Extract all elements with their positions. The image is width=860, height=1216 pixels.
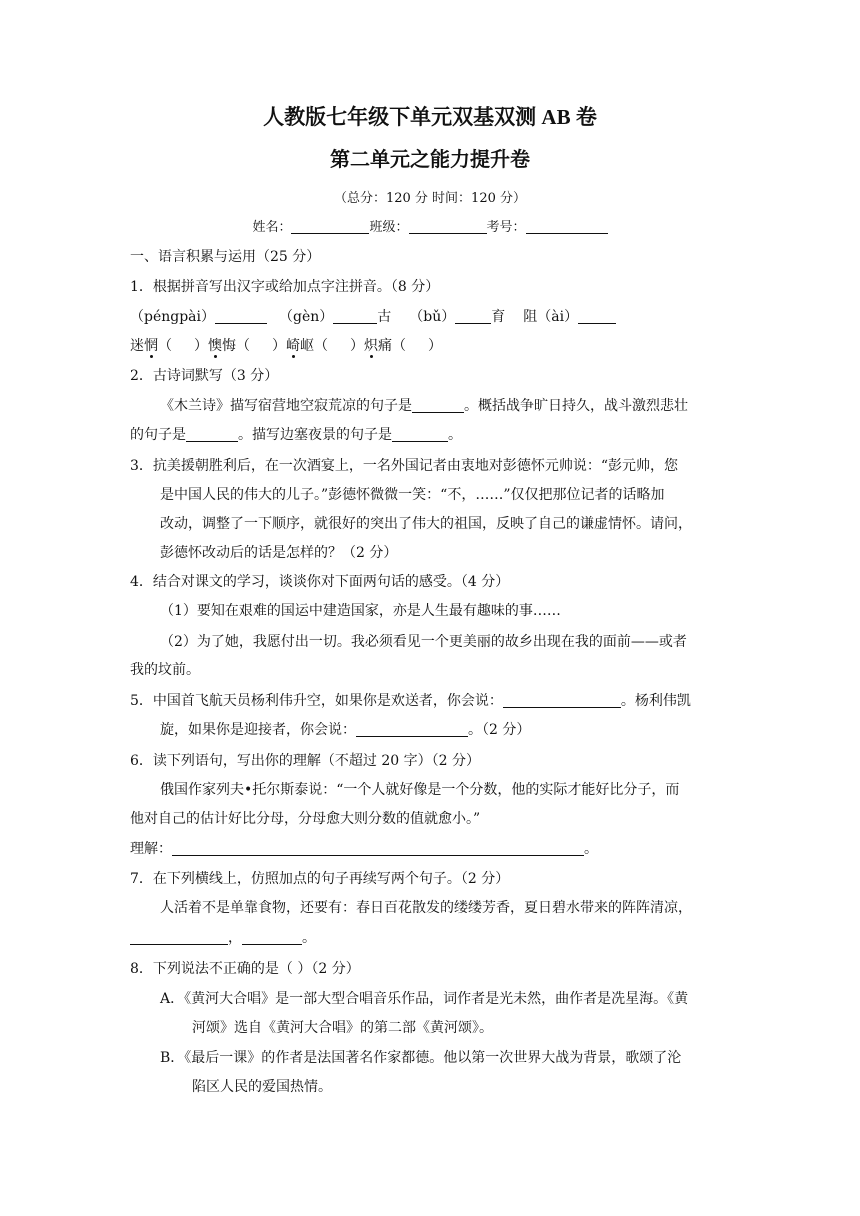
char: 痛（ bbox=[378, 338, 406, 354]
name-label: 姓名： bbox=[252, 220, 292, 235]
q1-pinyin-row bbox=[130, 306, 730, 328]
q5-line2 bbox=[160, 719, 730, 741]
q3-line4: 彭德怀改动后的话是怎样的？（2 分） bbox=[160, 545, 398, 561]
pinyin-bu: （bǔ） bbox=[409, 309, 456, 325]
answer-blank[interactable] bbox=[455, 308, 491, 324]
q7-stem: 7．在下列横线上，仿照加点的句子再续写两个句子。（2 分） bbox=[130, 871, 510, 887]
q8-stem: 8．下列说法不正确的是（ ）（2 分） bbox=[130, 961, 360, 977]
q7-answer-row bbox=[130, 927, 730, 949]
q5-text: 。杨利伟凯 bbox=[620, 693, 691, 709]
exam-no-label: 考号： bbox=[486, 220, 526, 235]
answer-blank[interactable] bbox=[130, 929, 228, 945]
char-yu: 育 bbox=[491, 309, 506, 325]
q2-text: 。概括战争旷日持久，战斗激烈悲壮 bbox=[464, 398, 688, 414]
paren: （ bbox=[158, 338, 172, 354]
answer-blank[interactable] bbox=[392, 426, 448, 442]
answer-label: 理解： bbox=[130, 841, 172, 857]
q5-text: 。（2 分） bbox=[468, 722, 531, 738]
q3-line2: 是中国人民的伟大的儿子。”彭德怀微微一笑：“不，……”仅仅把那位记者的话略加 bbox=[160, 487, 665, 503]
q2-text: 。 bbox=[448, 427, 462, 443]
q5-line1 bbox=[130, 690, 730, 712]
q4-sentence-1: （1）要知在艰难的国运中建造国家，亦是人生最有趣味的事…… bbox=[160, 603, 561, 619]
q4-sentence-2-cont: 我的坟前。 bbox=[130, 662, 200, 678]
class-label: 班级： bbox=[369, 220, 409, 235]
pinyin-pengpai: （péngpài） bbox=[130, 309, 216, 325]
q6-text: 。 bbox=[584, 841, 598, 857]
q2-line1 bbox=[160, 395, 728, 417]
answer-blank[interactable] bbox=[356, 721, 468, 737]
q1-stem: 1．根据拼音写出汉字或给加点字注拼音。（8 分） bbox=[130, 279, 440, 295]
q2-line2 bbox=[130, 424, 730, 446]
dotted-char: 懊 bbox=[208, 338, 222, 354]
pinyin-ai: 阻（ài） bbox=[523, 309, 579, 325]
q2-text: 。描写边塞夜景的句子是 bbox=[238, 427, 392, 443]
q5-text: 5．中国首飞航天员杨利伟升空，如果你是欢送者，你会说： bbox=[130, 693, 503, 709]
q7-text: ， bbox=[228, 930, 242, 946]
q6-stem: 6．读下列语句，写出你的理解（不超过 20 字）（2 分） bbox=[130, 753, 480, 769]
name-blank[interactable] bbox=[291, 218, 369, 234]
q6-answer-row bbox=[130, 838, 730, 860]
exam-title: 人教版七年级下单元双基双测 AB 卷 bbox=[263, 105, 597, 129]
q2-stem: 2．古诗词默写（3 分） bbox=[130, 368, 279, 384]
q6-quote-line2: 他对自己的估计好比分母，分母愈大则分数的值就愈小。” bbox=[130, 811, 481, 827]
answer-blank[interactable] bbox=[333, 308, 377, 324]
q5-text: 旋，如果你是迎接者，你会说： bbox=[160, 722, 356, 738]
score-time-info: （总分：120 分 时间：120 分） bbox=[333, 191, 527, 206]
q7-text: 。 bbox=[302, 930, 316, 946]
q8-option-b-line1: B．《最后一课》的作者是法国著名作家都德。他以第一次世界大战为背景，歌颂了沦 bbox=[160, 1050, 682, 1066]
exam-subtitle: 第二单元之能力提升卷 bbox=[330, 147, 530, 171]
exam-no-blank[interactable] bbox=[526, 218, 608, 234]
student-info-row bbox=[0, 217, 860, 239]
dotted-char: 惘 bbox=[144, 338, 158, 354]
section-1-title: 一、语言积累与运用（25 分） bbox=[130, 249, 321, 265]
q8-option-b-line2: 陷区人民的爱国热情。 bbox=[192, 1079, 332, 1095]
q3-line1: 3．抗美援朝胜利后，在一次酒宴上，一名外国记者由衷地对彭德怀元帅说：“彭元帅，您 bbox=[130, 458, 679, 474]
dotted-char: 崎 bbox=[286, 338, 300, 354]
paren: ） bbox=[194, 338, 208, 354]
q4-stem: 4．结合对课文的学习，谈谈你对下面两句话的感受。（4 分） bbox=[130, 574, 510, 590]
paren: ） bbox=[350, 338, 364, 354]
q1-dotted-char-row bbox=[130, 335, 730, 357]
paren: ） bbox=[272, 338, 286, 354]
answer-blank[interactable] bbox=[578, 308, 616, 324]
q2-text: 《木兰诗》描写宿营地空寂荒凉的句子是 bbox=[160, 398, 412, 414]
char: 迷 bbox=[130, 338, 144, 354]
q4-sentence-2: （2）为了她，我愿付出一切。我必须看见一个更美丽的故乡出现在我的面前——或者 bbox=[160, 634, 687, 650]
q6-quote-line1: 俄国作家列夫•托尔斯泰说：“一个人就好像是一个分数，他的实际才能好比分子，而 bbox=[160, 782, 680, 798]
answer-blank[interactable] bbox=[186, 426, 238, 442]
q7-line1: 人活着不是单靠食物，还要有：春日百花散发的缕缕芳香，夏日碧水带来的阵阵清凉， bbox=[160, 900, 692, 916]
char: 悔（ bbox=[222, 338, 250, 354]
answer-blank[interactable] bbox=[215, 308, 267, 324]
answer-blank[interactable] bbox=[412, 397, 464, 413]
paren: ） bbox=[428, 338, 442, 354]
answer-blank[interactable] bbox=[242, 929, 302, 945]
q8-option-a-line1: A．《黄河大合唱》是一部大型合唱音乐作品，词作者是光未然，曲作者是冼星海。《黄 bbox=[160, 991, 689, 1007]
char: 岖（ bbox=[300, 338, 328, 354]
q3-line3: 改动，调整了一下顺序，就很好的突出了伟大的祖国，反映了自己的谦虚情怀。请问， bbox=[160, 516, 692, 532]
q2-text: 的句子是 bbox=[130, 427, 186, 443]
char-gu: 古 bbox=[377, 309, 392, 325]
pinyin-gen: （gèn） bbox=[279, 309, 334, 325]
dotted-char: 炽 bbox=[364, 338, 378, 354]
q8-option-a-line2: 河颂》选自《黄河大合唱》的第二部《黄河颂》。 bbox=[192, 1020, 493, 1036]
class-blank[interactable] bbox=[409, 218, 487, 234]
answer-blank[interactable] bbox=[172, 840, 584, 856]
answer-blank[interactable] bbox=[503, 692, 621, 708]
